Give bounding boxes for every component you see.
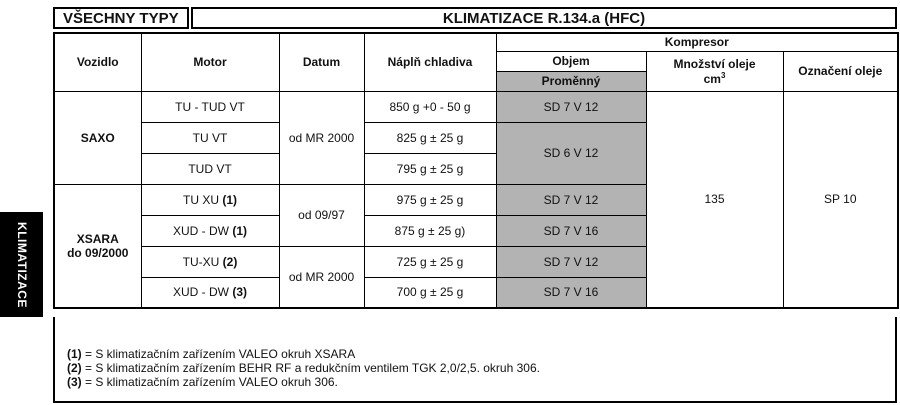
napln-cell: 700 g ± 25 g [364,277,496,308]
objem-cell: SD 7 V 16 [496,215,646,246]
footnote [67,361,540,375]
col-objem: Objem [496,51,646,71]
col-promenny: Proměnný [496,71,646,91]
col-datum: Datum [279,33,364,91]
header-all-types: VŠECHNY TYPY [53,7,189,29]
napln-cell: 725 g ± 25 g [364,246,496,277]
date-cell: od MR 2000 [279,246,364,308]
col-mnozstvi-sup: 3 [720,70,726,80]
vehicle-xsara-name: XSARA [76,231,119,246]
napln-cell: 875 g ± 25 g) [364,215,496,246]
motor-name: XUD - DW [173,285,233,300]
footnote [67,375,540,389]
motor-name: XUD - DW [173,223,233,238]
motor-cell [141,246,279,277]
motor-cell [141,184,279,215]
footnote-text: = S klimatizačním zařízením VALEO okruh 306. [81,375,338,389]
objem-cell: SD 7 V 12 [496,184,646,215]
col-motor: Motor [141,33,279,91]
footnote-text: = S klimatizačním zařízením BEHR RF a redukčním ventilem TGK 2,0/2,5. okruh 306. [81,361,540,375]
oil-amount: 135 [646,91,783,308]
objem-cell: SD 7 V 12 [496,246,646,277]
motor-note: (1) [232,223,247,238]
col-vozidlo: Vozidlo [54,33,141,91]
ac-table [53,32,899,309]
motor-cell: TU - TUD VT [141,91,279,122]
motor-note: (3) [232,285,247,300]
napln-cell: 795 g ± 25 g [364,153,496,184]
motor-cell [141,277,279,308]
napln-cell: 850 g +0 - 50 g [364,91,496,122]
napln-cell: 825 g ± 25 g [364,122,496,153]
vehicle-xsara-sub: do 09/2000 [67,245,129,260]
footnote-mark: (1) [67,347,82,361]
col-mnozstvi [646,51,783,91]
vehicle-xsara [54,184,141,308]
motor-note: (1) [222,192,237,207]
motor-note: (2) [222,254,238,269]
footnotes [53,317,897,403]
vehicle-saxo: SAXO [54,91,141,184]
col-napln: Náplň chladiva [364,33,496,91]
napln-cell: 975 g ± 25 g [364,184,496,215]
objem-cell: SD 7 V 16 [496,277,646,308]
col-mnozstvi-unit: cm [703,71,721,86]
oil-type: SP 10 [783,91,898,308]
motor-name: TU-XU [182,254,223,269]
objem-cell: SD 7 V 12 [496,91,646,122]
col-mnozstvi-label: Množství oleje [673,56,756,71]
col-oznaceni: Označení oleje [783,51,898,91]
motor-name: TU XU [182,192,223,207]
date-cell: od 09/97 [279,184,364,246]
objem-cell: SD 6 V 12 [496,122,646,184]
motor-cell [141,215,279,246]
footnote-mark: (3) [67,375,82,389]
motor-cell: TU VT [141,122,279,153]
col-kompresor: Kompresor [496,33,898,51]
footnote-mark: (2) [67,361,82,375]
side-tab [0,212,43,317]
side-tab-label: KLIMATIZACE [14,221,29,308]
footnote-text: = S klimatizačním zařízením VALEO okruh XSARA [81,347,356,361]
date-cell: od MR 2000 [279,91,364,184]
motor-cell: TUD VT [141,153,279,184]
header-title: KLIMATIZACE R.134.a (HFC) [191,7,897,29]
footnote [67,347,540,361]
